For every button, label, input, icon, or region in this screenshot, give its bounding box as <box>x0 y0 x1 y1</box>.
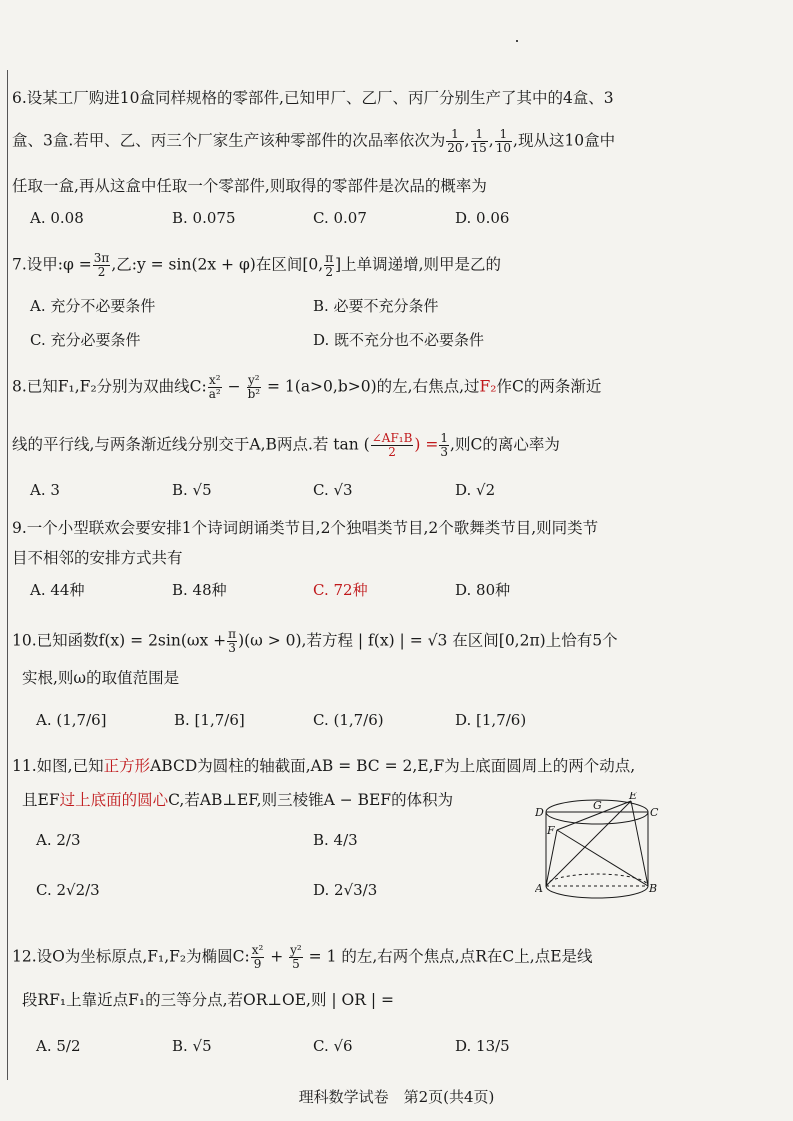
q9-option-c: C. 72种 <box>313 581 368 599</box>
q8-frac-angle: $\frac{\text{∠AF₁B}}{2}$ <box>371 431 413 459</box>
q10-option-b: B. [1,7/6] <box>174 711 245 729</box>
q6-option-c: C. 0.07 <box>313 209 367 227</box>
q6-line2: 盒、3盒.若甲、乙、丙三个厂家生产该种零部件的次品率依次为 $\frac{1}{20}$ , $\frac{1}{15}$ , $\frac{1}{10}$ ,现从这10盒中 <box>12 127 616 155</box>
q7-frac-pi2: $\frac{\pi}{2}$ <box>325 251 334 279</box>
q9-option-d: D. 80种 <box>455 581 511 599</box>
q11-line2: 且EF过上底面的圆心C,若AB⊥EF,则三棱锥A − BEF的体积为 <box>22 791 454 809</box>
q9-option-a: A. 44种 <box>30 581 85 599</box>
q11-highlight-center: 过上底面的圆心 <box>59 791 169 809</box>
q6-option-a: A. 0.08 <box>30 209 84 227</box>
edge-af <box>546 830 557 886</box>
q9-line2: 目不相邻的安排方式共有 <box>12 549 183 567</box>
label-d: D <box>535 806 544 819</box>
q11-option-d: D. 2√3/3 <box>313 881 378 899</box>
edge-bf <box>557 830 648 886</box>
bottom-arc-back <box>546 874 648 886</box>
q10-option-c: C. (1,7/6) <box>313 711 384 729</box>
q7-option-b: B. 必要不充分条件 <box>313 297 439 315</box>
q8-option-b: B. √5 <box>172 481 212 499</box>
cylinder-figure <box>535 792 660 907</box>
q6-text: 盒、3盒.若甲、乙、丙三个厂家生产该种零部件的次品率依次为 <box>12 131 446 150</box>
label-a: A <box>535 882 543 895</box>
q12-frac-y: $\frac{\text{y²}}{5}$ <box>290 943 302 971</box>
q10-frac-pi3: $\frac{\pi}{3}$ <box>228 627 237 655</box>
q7-frac-phi: $\frac{3\pi}{2}$ <box>93 251 110 279</box>
q11-option-c: C. 2√2/3 <box>36 881 100 899</box>
q11-option-b: B. 4/3 <box>313 831 358 849</box>
q10-line2: 实根,则ω的取值范围是 <box>22 669 180 687</box>
edge-ae <box>546 801 631 886</box>
q7-option-d: D. 既不充分也不必要条件 <box>313 331 485 349</box>
q8-frac-third: $\frac{1}{3}$ <box>440 431 449 459</box>
q6-line1: 6.设某工厂购进10盒同样规格的零部件,已知甲厂、乙厂、丙厂分别生产了其中的4盒、3 <box>12 89 614 107</box>
margin-rule <box>7 70 8 1080</box>
q10-option-a: A. (1,7/6] <box>36 711 107 729</box>
q9-line1: 9.一个小型联欢会要安排1个诗词朗诵类节目,2个独唱类节目,2个歌舞类节目,则同类节 <box>12 519 599 537</box>
q8-line1: 8.已知F₁,F₂分别为双曲线C: $\frac{\text{x²}}{\text{a²}}$ − $\frac{\text{y²}}{\text{b²}}$ = 1(a>0,b>0)的左,右焦点,过F₂作C的两条渐近 <box>12 373 602 401</box>
q7-option-a: A. 充分不必要条件 <box>30 297 156 315</box>
q12-frac-x: $\frac{\text{x²}}{9}$ <box>251 943 264 971</box>
q11-line1: 11.如图,已知正方形ABCD为圆柱的轴截面,AB = BC = 2,E,F为上底面圆周上的两个动点, <box>12 757 636 775</box>
q8-highlight-f2: F₂ <box>479 377 497 396</box>
q10-line1: 10.已知函数f(x) = 2sin(ωx + $\frac{\pi}{3}$ )(ω > 0),若方程 | f(x) | = √3 在区间[0,2π)上恰有5个 <box>12 627 618 655</box>
bottom-arc-front <box>546 886 648 898</box>
q8-line2: 线的平行线,与两条渐近线分别交于A,B两点.若 tan ( $\frac{\text{∠AF₁B}}{2}$ ) = $\frac{1}{3}$ ,则C的离心率为 <box>12 431 560 459</box>
edge-be <box>631 801 648 886</box>
q10-option-d: D. [1,7/6) <box>455 711 527 729</box>
q12-line2: 段RF₁上靠近点F₁的三等分点,若OR⊥OE,则 | OR | = <box>22 991 394 1009</box>
q6-frac-2: $\frac{1}{15}$ <box>471 127 487 155</box>
q8-option-c: C. √3 <box>313 481 353 499</box>
q7-line1: 7.设甲:φ = $\frac{3\pi}{2}$ ,乙:y = sin(2x + φ)在区间[0, $\frac{\pi}{2}$ ]上单调递增,则甲是乙的 <box>12 251 502 279</box>
q12-option-d: D. 13/5 <box>455 1037 510 1055</box>
page-footer: 理科数学试卷 第2页(共4页) <box>298 1088 495 1106</box>
scan-speck <box>516 40 518 42</box>
label-f: F <box>547 824 555 837</box>
label-g: G <box>593 799 602 812</box>
q7-option-c: C. 充分必要条件 <box>30 331 141 349</box>
label-b: B <box>649 882 658 895</box>
q12-option-a: A. 5/2 <box>36 1037 81 1055</box>
label-c: C <box>650 806 659 819</box>
q8-option-d: D. √2 <box>455 481 496 499</box>
q6-line3: 任取一盒,再从这盒中任取一个零部件,则取得的零部件是次品的概率为 <box>12 177 487 195</box>
label-e: E <box>629 792 638 802</box>
q11-option-a: A. 2/3 <box>36 831 81 849</box>
q6-frac-3: $\frac{1}{10}$ <box>495 127 512 155</box>
q12-line1: 12.设O为坐标原点,F₁,F₂为椭圆C: $\frac{\text{x²}}{9}$ + $\frac{\text{y²}}{5}$ = 1 的左,右两个焦点,点R在C上,点E是线 <box>12 943 593 971</box>
q8-option-a: A. 3 <box>30 481 60 499</box>
q8-frac-x: $\frac{\text{x²}}{\text{a²}}$ <box>208 373 221 401</box>
q6-text-b: ,现从这10盒中 <box>513 131 616 150</box>
q8-frac-y: $\frac{\text{y²}}{\text{b²}}$ <box>247 373 261 401</box>
q6-option-b: B. 0.075 <box>172 209 236 227</box>
q6-frac-1: $\frac{1}{20}$ <box>447 127 463 155</box>
q11-highlight-square: 正方形 <box>103 757 151 775</box>
q6-option-d: D. 0.06 <box>455 209 510 227</box>
q9-option-b: B. 48种 <box>172 581 227 599</box>
q12-option-b: B. √5 <box>172 1037 212 1055</box>
q12-option-c: C. √6 <box>313 1037 353 1055</box>
